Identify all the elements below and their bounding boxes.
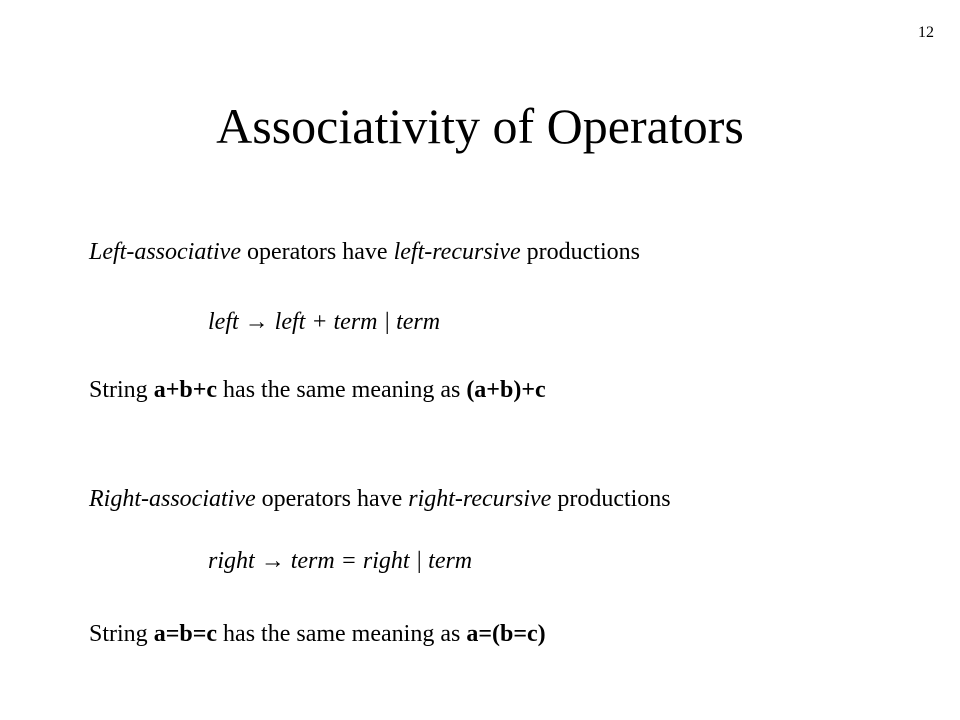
left-example-prefix: String (89, 377, 154, 403)
left-example (89, 375, 546, 405)
right-example-middle: has the same meaning as (217, 621, 467, 647)
left-statement-end: productions (520, 239, 640, 265)
right-example-prefix: String (89, 621, 154, 647)
left-example-grouping: (a+b)+c (466, 377, 546, 403)
left-example-expression: a+b+c (153, 377, 218, 403)
right-production-arrow-icon: → (260, 548, 285, 574)
left-statement-middle: operators have (240, 239, 394, 265)
left-production (208, 307, 440, 337)
right-production-rhs: term = right | term (284, 548, 473, 574)
page-number: 12 (918, 24, 934, 41)
right-associative-term: Right-associative (89, 486, 256, 512)
left-associative-term: Left-associative (89, 239, 241, 265)
left-production-rhs: left + term | term (268, 309, 441, 335)
slide-title: Associativity of Operators (216, 98, 744, 154)
right-example (89, 619, 546, 649)
right-recursive-term: right-recursive (408, 486, 552, 512)
right-example-expression: a=b=c (153, 621, 218, 647)
right-associative-statement (89, 484, 671, 514)
right-statement-middle: operators have (255, 486, 409, 512)
right-example-grouping: a=(b=c) (466, 621, 546, 647)
left-production-arrow-icon: → (244, 309, 269, 335)
right-statement-end: productions (551, 486, 671, 512)
left-example-middle: has the same meaning as (217, 377, 467, 403)
left-recursive-term: left-recursive (393, 239, 521, 265)
left-production-lhs: left (208, 309, 239, 335)
left-associative-statement (89, 237, 640, 267)
right-production (208, 546, 472, 576)
right-production-lhs: right (208, 548, 255, 574)
